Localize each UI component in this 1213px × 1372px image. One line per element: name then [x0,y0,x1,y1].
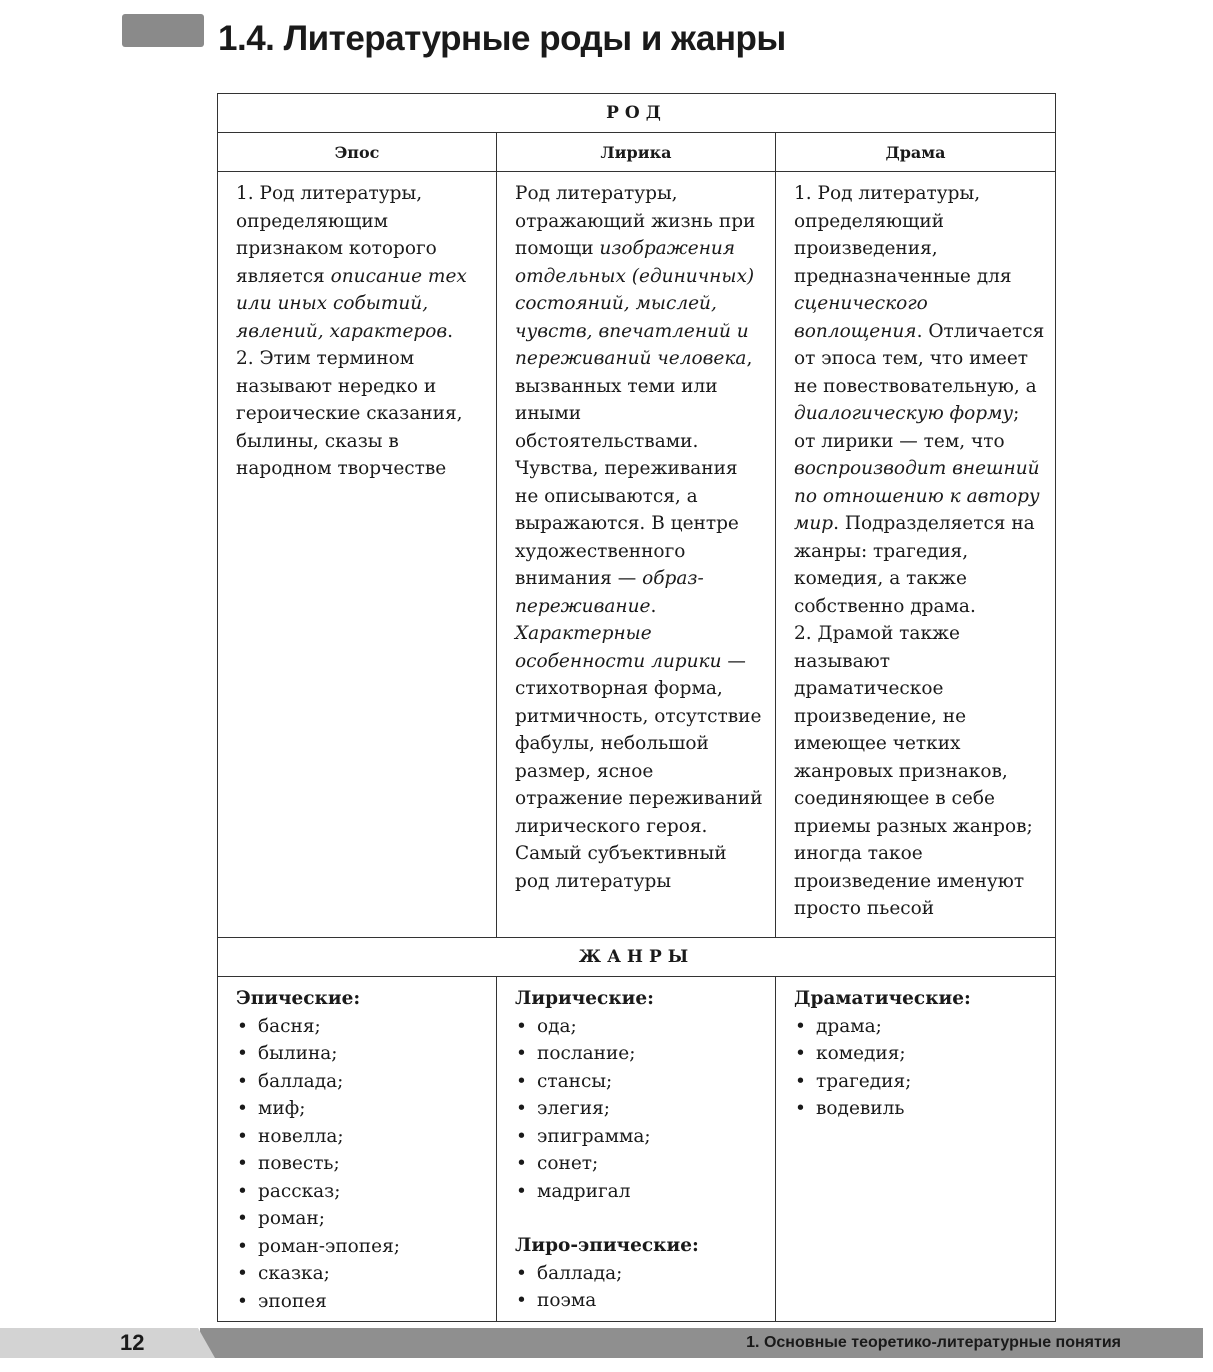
footer-page-tab [0,1328,215,1358]
list-item: • трагедия; [794,1068,1045,1096]
lyroepic-genres-title: Лиро-эпические: [515,1235,699,1256]
lyric-genres-list [515,1013,765,1206]
epic-genres-cell [218,977,497,1322]
list-item: • новелла; [236,1123,486,1151]
list-item: • повесть; [236,1150,486,1178]
list-item: • ода; [515,1013,765,1041]
genres-table [217,93,1056,1322]
list-item: • эпиграмма; [515,1123,765,1151]
list-item: • сказка; [236,1260,486,1288]
list-item: • поэма [515,1287,765,1315]
drama-genres-title: Драматические: [794,988,971,1009]
lirika-definition: Род литературы, отражающий жизнь при помощи изображения отдельных (единичных) состояний, мыслей, чувств, впечатлений и переживаний человека, вызванных теми или иными обстоятельствами. Чувства, переживания не описываются, а выражаются. В центре художественного внимания — образ-переживание. Характерные особенности лирики — стихотворная форма, ритмичность, отсутствие фабулы, небольшой размер, ясное отражение переживаний лирического героя. Самый субъективный род литературы [497,172,776,938]
list-item: • эпопея [236,1288,486,1316]
list-item: • послание; [515,1040,765,1068]
drama-genres-list [794,1013,1045,1123]
heading-tab-marker [122,14,204,47]
page-number: 12 [120,1330,145,1355]
list-item: • стансы; [515,1068,765,1096]
list-item: • миф; [236,1095,486,1123]
lyric-genres-title: Лирические: [515,988,654,1009]
drama-genres-cell [776,977,1056,1322]
list-item: • комедия; [794,1040,1045,1068]
drama-definition: 1. Род литературы, определяющий произведения, предназначенные для сценического воплощения. Отличается от эпоса тем, что имеет не повествовательную, а диалогическую форму; от лирики — тем, что воспроизводит внешний по отношению к автору мир. Подразделяется на жанры: трагедия, комедия, а также собственно драма. 2. Драмой также называют драматическое произведение, не имеющее четких жанровых признаков, соединяющее в себе приемы разных жанров; иногда такое произведение именуют просто пьесой [776,172,1056,938]
list-item: • драма; [794,1013,1045,1041]
list-item: • роман; [236,1205,486,1233]
lyric-genres-cell [497,977,776,1322]
list-item: • элегия; [515,1095,765,1123]
epos-definition: 1. Род литературы, определяющим признаком которого является описание тех или иных событий, явлений, характеров. 2. Этим термином называют нередко и героические сказания, былины, сказы в народном творчестве [218,172,497,938]
list-item: • рассказ; [236,1178,486,1206]
col-header-drama: Драма [776,133,1056,172]
page-heading: 1.4. Литературные роды и жанры [218,19,786,58]
chapter-title: 1. Основные теоретико-литературные понятия [746,1334,1121,1351]
lyroepic-genres-list [515,1260,765,1315]
list-item: • сонет; [515,1150,765,1178]
list-item: • былина; [236,1040,486,1068]
epic-genres-list [236,1013,486,1316]
col-header-lirika: Лирика [497,133,776,172]
col-header-epos: Эпос [218,133,497,172]
list-item: • басня; [236,1013,486,1041]
list-item: • баллада; [236,1068,486,1096]
rod-section-header: РОД [218,94,1056,133]
list-item: • водевиль [794,1095,1045,1123]
list-item: • баллада; [515,1260,765,1288]
epic-genres-title: Эпические: [236,988,361,1009]
genres-section-header: ЖАНРЫ [218,938,1056,977]
list-item: • мадригал [515,1178,765,1206]
list-item: • роман-эпопея; [236,1233,486,1261]
